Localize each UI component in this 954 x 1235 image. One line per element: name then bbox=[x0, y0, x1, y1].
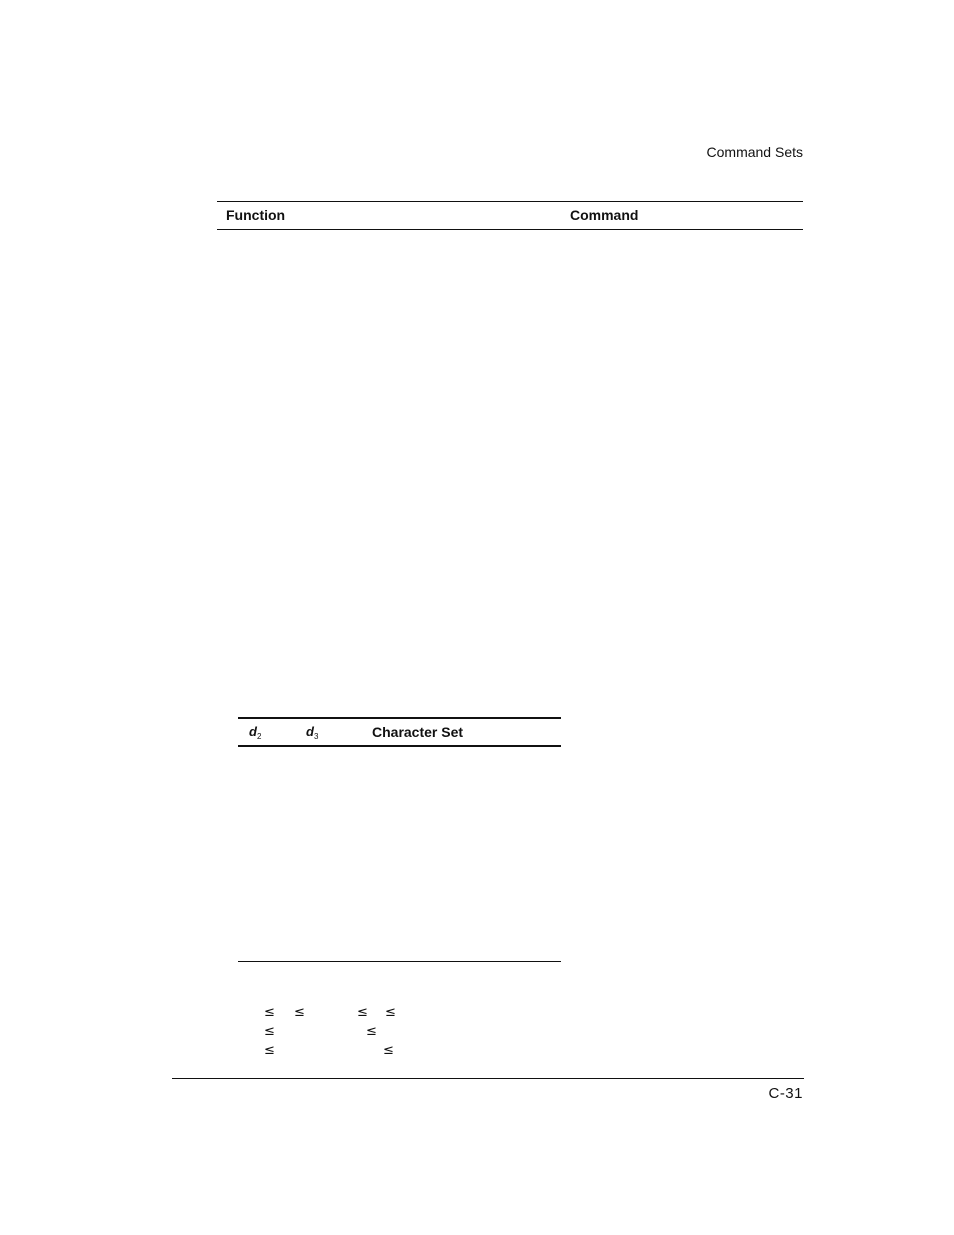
charset-table-top-rule bbox=[238, 717, 561, 719]
main-table-top-rule bbox=[217, 201, 803, 202]
inequality-symbol: ≤ bbox=[264, 1024, 275, 1039]
charset-table-header-rule bbox=[238, 745, 561, 747]
inequality-symbol: ≤ bbox=[385, 1005, 396, 1020]
inequality-symbol: ≤ bbox=[264, 1043, 275, 1058]
column-header-command: Command bbox=[570, 207, 639, 223]
main-table-header-rule bbox=[217, 229, 803, 230]
inequality-symbol: ≤ bbox=[357, 1005, 368, 1020]
column-header-character-set: Character Set bbox=[372, 724, 464, 740]
page-number: C-31 bbox=[768, 1085, 803, 1102]
inequality-symbol: ≤ bbox=[366, 1024, 377, 1039]
column-header-d3: $d_3$ bbox=[306, 724, 319, 741]
column-header-function: Function bbox=[226, 207, 286, 223]
footer-rule bbox=[172, 1078, 804, 1079]
charset-table-bottom-rule bbox=[238, 961, 561, 962]
column-header-d2: $d_2$ bbox=[249, 724, 262, 741]
section-title: Command Sets bbox=[706, 144, 803, 160]
inequality-symbol: ≤ bbox=[294, 1005, 305, 1020]
inequality-symbol: ≤ bbox=[264, 1005, 275, 1020]
inequality-symbol: ≤ bbox=[383, 1043, 394, 1058]
